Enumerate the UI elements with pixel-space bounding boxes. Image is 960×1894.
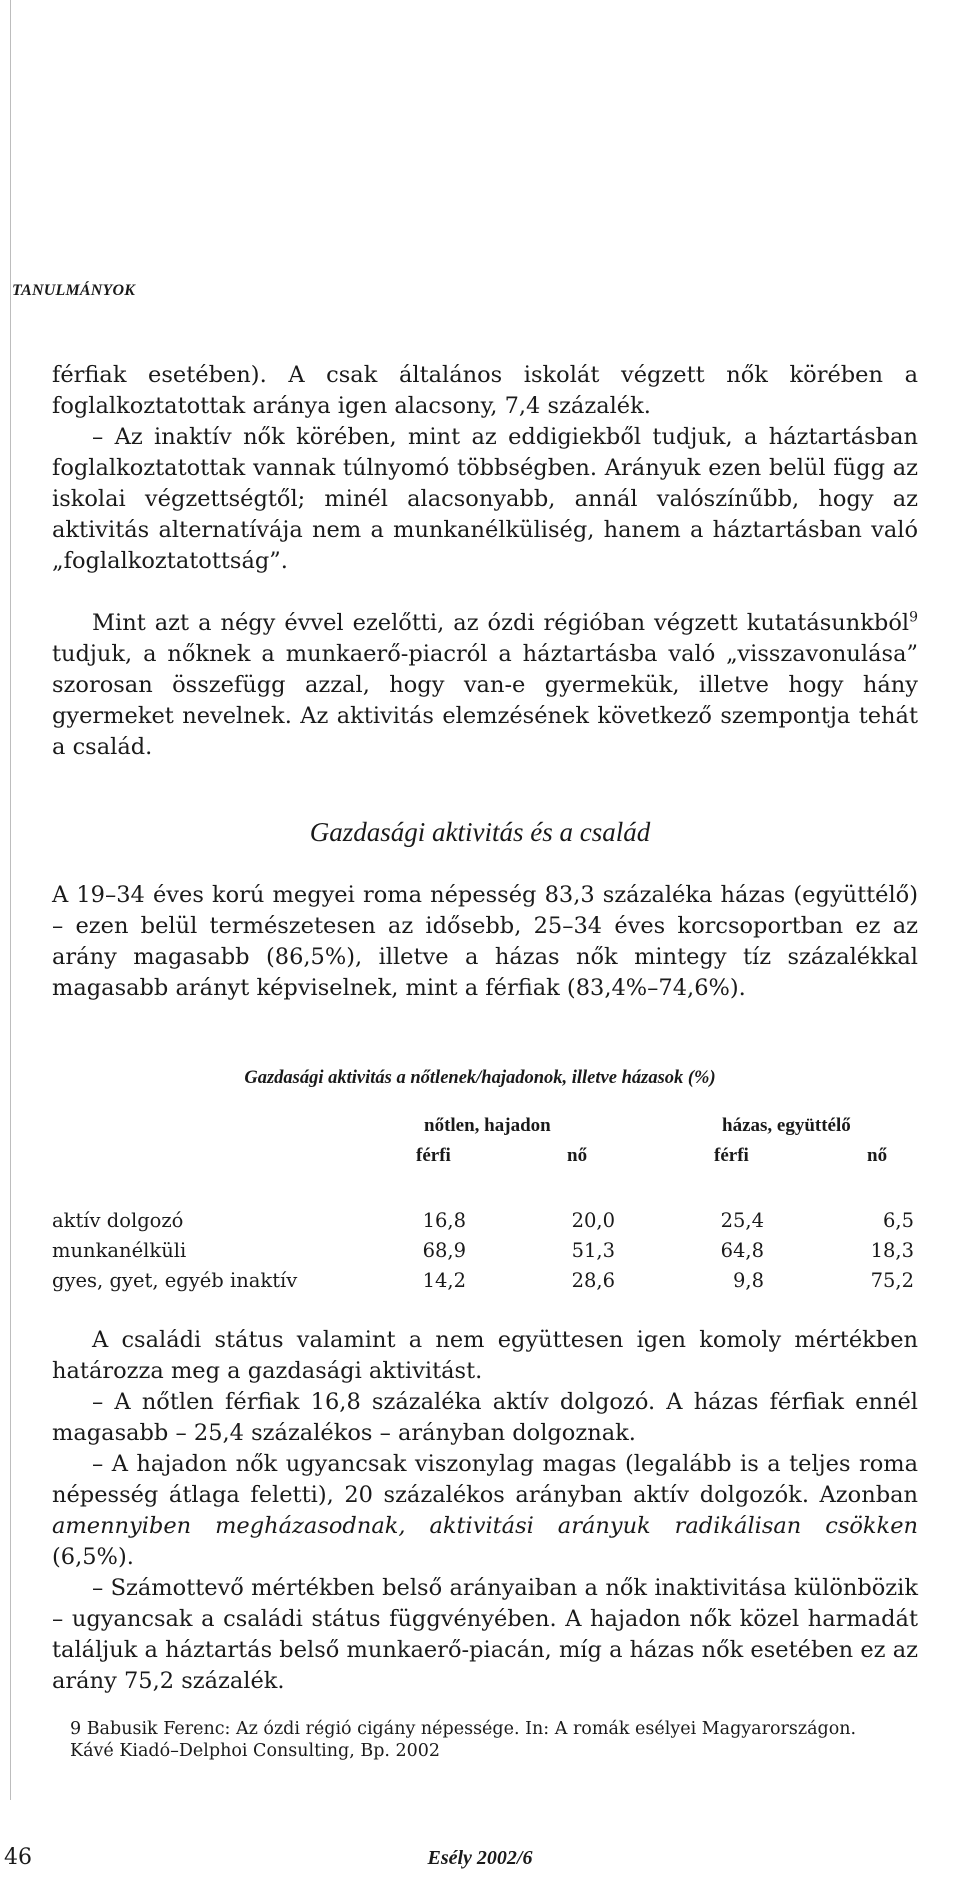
paragraph-4 (52, 1325, 918, 1697)
table-cell: 18,3 (870, 1239, 914, 1262)
col-header-female-married: nő (867, 1145, 888, 1166)
paragraph-1-bullet: – Az inaktív nők körében, mint az eddigiekből tudjuk, a háztartásban foglalkoztatottak vannak túlnyomó többségben. Arányuk ezen belül függ az iskolai végzettségtől; minél alacsonyabb, annál valószínűbb, hogy az aktivitás alternatívája nem a munkanélküliség, hanem a háztartásban való „foglalkoztatottság”. (52, 424, 918, 574)
col-header-female-single: nő (567, 1145, 588, 1166)
paragraph-4-women: – A hajadon nők ugyancsak viszonylag magas (legalább is a teljes roma népesség átlaga feletti), 20 százalékos arányban aktív dolgozók. Azonban amennyiben megházasodnak, aktivitási arányuk radikálisan csökken (6,5%). (52, 1451, 918, 1570)
table-cell: 16,8 (422, 1209, 466, 1232)
paragraph-1 (52, 360, 918, 577)
row-label: aktív dolgozó (52, 1209, 184, 1232)
table-cell: 20,0 (571, 1209, 615, 1232)
section-label: TANULMÁNYOK (12, 282, 136, 299)
table-cell: 75,2 (870, 1269, 914, 1292)
col-header-male-married: férfi (714, 1145, 749, 1166)
data-table (52, 1115, 918, 1292)
table-row (52, 1269, 918, 1299)
paragraph-1-text: férfiak esetében). A csak általános iskolát végzett nők körében a foglalkoztatottak aránya igen alacsony, 7,4 százalék. (52, 362, 918, 419)
paragraph-4-intro: A családi státus valamint a nem együttesen igen komoly mértékben határozza meg a gazdasági aktivitást. (52, 1327, 918, 1384)
table-cell: 14,2 (422, 1269, 466, 1292)
table-title: Gazdasági aktivitás a nőtlenek/hajadonok, illetve házasok (%) (244, 1068, 716, 1088)
table-cell: 9,8 (732, 1269, 764, 1292)
footnote-ref: 9 (909, 609, 918, 626)
paragraph-3 (52, 880, 918, 1004)
group-header-single: nőtlen, hajadon (424, 1115, 551, 1136)
table-group-header (52, 1115, 918, 1145)
table-row (52, 1239, 918, 1269)
table-cell: 28,6 (571, 1269, 615, 1292)
footnote-line-1: 9 Babusik Ferenc: Az ózdi régió cigány népessége. In: A romák esélyei Magyarországon. (70, 1719, 857, 1739)
page-edge-rule (10, 0, 11, 1800)
row-label: gyes, gyet, egyéb inaktív (52, 1269, 298, 1292)
footnote (70, 1718, 940, 1762)
journal-title: Esély 2002/6 (427, 1847, 533, 1869)
footnote-line-2: Kávé Kiadó–Delphoi Consulting, Bp. 2002 (70, 1741, 441, 1761)
table-cell: 6,5 (882, 1209, 914, 1232)
paragraph-4-men: – A nőtlen férfiak 16,8 százaléka aktív dolgozó. A házas férfiak ennél magasabb – 25,4 százalékos – arányban dolgoznak. (52, 1389, 918, 1446)
paragraph-3-text: A 19–34 éves korú megyei roma népesség 83,3 százaléka házas (együttélő) – ezen belül természetesen az idősebb, 25–34 éves korcsoportban ez az arány magasabb (86,5%), illetve a házas nők mintegy tíz százalékkal magasabb arányt képviselnek, mint a férfiak (83,4%–74,6%). (52, 882, 918, 1001)
table-cell: 51,3 (571, 1239, 615, 1262)
table-cell: 25,4 (720, 1209, 764, 1232)
subheading: Gazdasági aktivitás és a család (309, 817, 651, 847)
group-header-married: házas, együttélő (722, 1115, 851, 1136)
paragraph-2 (52, 608, 918, 763)
table-row (52, 1209, 918, 1239)
emphasis: amennyiben megházasodnak, aktivitási arányuk radikálisan csökken (52, 1513, 918, 1539)
page-number: 46 (4, 1845, 32, 1870)
paragraph-2-before: Mint azt a négy évvel ezelőtti, az ózdi régióban végzett kutatásunkból (92, 610, 910, 636)
paragraph-2-after: tudjuk, a nőknek a munkaerő-piacról a háztartásba való „visszavonulása” szorosan összefügg azzal, hogy van-e gyermekük, illetve hogy hány gyermeket nevelnek. Az aktivitás elemzésének következő szempontja tehát a család. (52, 641, 918, 760)
table-cell: 64,8 (720, 1239, 764, 1262)
col-header-male-single: férfi (416, 1145, 451, 1166)
row-label: munkanélküli (52, 1239, 187, 1262)
paragraph-4-inactivity: – Számottevő mértékben belső arányaiban a nők inaktivitása különbözik – ugyancsak a családi státus függvényében. A hajadon nők közel harmadát találjuk a háztartás belső munkaerő-piacán, míg a házas nők esetében ez az arány 75,2 százalék. (52, 1575, 918, 1694)
table-cell: 68,9 (422, 1239, 466, 1262)
table-column-header (52, 1145, 918, 1175)
table-body (52, 1209, 918, 1299)
